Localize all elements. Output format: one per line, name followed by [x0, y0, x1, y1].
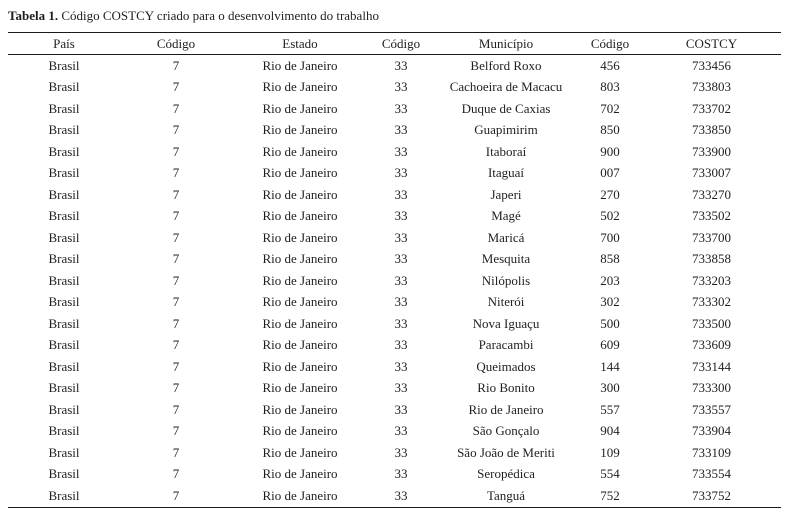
table-cell-estado: Rio de Janeiro — [262, 79, 338, 95]
table-cell-costcy: 733858 — [692, 251, 731, 267]
table-cell-pais: Brasil — [48, 165, 80, 181]
table-cell-codigo-pais: 7 — [172, 294, 180, 310]
table-cell-codigo-pais: 7 — [172, 251, 180, 267]
table-cell-codigo-municipio: 803 — [600, 79, 620, 95]
table-cell-pais: Brasil — [48, 57, 80, 73]
table-row — [8, 77, 781, 99]
table-cell-codigo-pais: 7 — [172, 229, 180, 245]
table-cell-codigo-municipio: 109 — [600, 444, 620, 460]
table-cell-pais: Brasil — [48, 122, 80, 138]
table-cell-costcy: 733144 — [692, 358, 731, 374]
table-row — [8, 292, 781, 314]
table-cell-codigo-municipio: 144 — [600, 358, 620, 374]
table-cell-pais: Brasil — [48, 401, 80, 417]
table-cell-codigo-municipio: 270 — [600, 186, 620, 202]
table-cell-codigo-estado: 33 — [394, 487, 408, 503]
table-cell-pais: Brasil — [48, 143, 80, 159]
table-cell-codigo-municipio: 700 — [600, 229, 620, 245]
table-cell-estado: Rio de Janeiro — [262, 466, 338, 482]
table-caption — [8, 8, 781, 23]
table-cell-costcy: 733109 — [692, 444, 731, 460]
table-cell-codigo-pais: 7 — [172, 358, 180, 374]
table-cell-costcy: 733850 — [692, 122, 731, 138]
table-caption-text: Código COSTCY criado para o desenvolvimento do trabalho — [58, 8, 379, 23]
column-header-codigo-municipio: Código — [578, 33, 642, 55]
table-cell-estado: Rio de Janeiro — [262, 444, 338, 460]
table-cell-costcy: 733302 — [692, 294, 731, 310]
table-cell-codigo-municipio: 904 — [600, 423, 620, 439]
table-cell-estado: Rio de Janeiro — [262, 143, 338, 159]
table-cell-municipio: Magé — [491, 208, 521, 224]
table-cell-municipio: Nova Iguaçu — [472, 315, 540, 331]
table-row — [8, 485, 781, 507]
table-cell-municipio: Belford Roxo — [470, 57, 542, 73]
table-cell-estado: Rio de Janeiro — [262, 401, 338, 417]
table-cell-costcy: 733554 — [692, 466, 731, 482]
table-cell-municipio: Paracambi — [478, 337, 534, 353]
table-row — [8, 206, 781, 228]
table-cell-costcy: 733300 — [692, 380, 731, 396]
table-cell-costcy: 733203 — [692, 272, 731, 288]
table-cell-estado: Rio de Janeiro — [262, 294, 338, 310]
table-cell-pais: Brasil — [48, 272, 80, 288]
table-cell-codigo-pais: 7 — [172, 79, 180, 95]
table-cell-codigo-municipio: 203 — [600, 272, 620, 288]
table-cell-estado: Rio de Janeiro — [262, 186, 338, 202]
table-cell-codigo-estado: 33 — [394, 444, 408, 460]
table-cell-codigo-estado: 33 — [394, 466, 408, 482]
table-cell-pais: Brasil — [48, 208, 80, 224]
table-cell-municipio: Tanguá — [486, 487, 526, 503]
table-row — [8, 464, 781, 486]
table-cell-pais: Brasil — [48, 444, 80, 460]
table-cell-pais: Brasil — [48, 423, 80, 439]
table-cell-estado: Rio de Janeiro — [262, 358, 338, 374]
table-cell-codigo-pais: 7 — [172, 423, 180, 439]
column-header-pais: País — [8, 33, 120, 55]
table-cell-codigo-pais: 7 — [172, 444, 180, 460]
table-cell-estado: Rio de Janeiro — [262, 208, 338, 224]
table-row — [8, 335, 781, 357]
table-cell-pais: Brasil — [48, 79, 80, 95]
table-cell-municipio: Rio Bonito — [477, 380, 535, 396]
table-cell-codigo-estado: 33 — [394, 423, 408, 439]
table-cell-pais: Brasil — [48, 251, 80, 267]
table-row — [8, 249, 781, 271]
table-cell-estado: Rio de Janeiro — [262, 122, 338, 138]
table-cell-codigo-estado: 33 — [394, 251, 408, 267]
table-cell-codigo-estado: 33 — [394, 358, 408, 374]
column-header-costcy: COSTCY — [642, 33, 781, 55]
column-header-codigo-pais: Código — [120, 33, 232, 55]
table-cell-codigo-pais: 7 — [172, 466, 180, 482]
table-cell-pais: Brasil — [48, 466, 80, 482]
table-cell-costcy: 733700 — [692, 229, 731, 245]
table-cell-codigo-pais: 7 — [172, 380, 180, 396]
table-cell-costcy: 733904 — [692, 423, 731, 439]
table-cell-estado: Rio de Janeiro — [262, 100, 338, 116]
table-cell-costcy: 733702 — [692, 100, 731, 116]
table-cell-costcy: 733900 — [692, 143, 731, 159]
table-cell-municipio: Japeri — [490, 186, 522, 202]
table-cell-codigo-estado: 33 — [394, 315, 408, 331]
table-cell-pais: Brasil — [48, 186, 80, 202]
table-cell-codigo-pais: 7 — [172, 401, 180, 417]
table-cell-costcy: 733557 — [692, 401, 731, 417]
table-row — [8, 98, 781, 120]
table-cell-estado: Rio de Janeiro — [262, 165, 338, 181]
table-cell-codigo-pais: 7 — [172, 487, 180, 503]
table-cell-costcy: 733500 — [692, 315, 731, 331]
table-row — [8, 120, 781, 142]
table-row — [8, 378, 781, 400]
table-cell-costcy: 733007 — [692, 165, 731, 181]
table-cell-codigo-municipio: 752 — [600, 487, 620, 503]
table-cell-codigo-estado: 33 — [394, 143, 408, 159]
table-cell-codigo-municipio: 557 — [600, 401, 620, 417]
table-cell-codigo-estado: 33 — [394, 401, 408, 417]
table-cell-pais: Brasil — [48, 229, 80, 245]
column-header-municipio: Município — [434, 33, 578, 55]
table-cell-codigo-estado: 33 — [394, 208, 408, 224]
table-row — [8, 421, 781, 443]
table-row — [8, 270, 781, 292]
table-cell-costcy: 733752 — [692, 487, 731, 503]
table-cell-municipio: Cachoeira de Macacu — [449, 79, 563, 95]
table-cell-codigo-estado: 33 — [394, 380, 408, 396]
table-cell-codigo-pais: 7 — [172, 272, 180, 288]
table-row — [8, 184, 781, 206]
table-cell-codigo-municipio: 900 — [600, 143, 620, 159]
table-header-row — [8, 33, 781, 55]
table-cell-estado: Rio de Janeiro — [262, 57, 338, 73]
table-header — [8, 33, 781, 55]
table-cell-codigo-estado: 33 — [394, 165, 408, 181]
table-cell-estado: Rio de Janeiro — [262, 229, 338, 245]
table-cell-estado: Rio de Janeiro — [262, 423, 338, 439]
table-cell-codigo-municipio: 702 — [600, 100, 620, 116]
table-cell-municipio: Itaguaí — [487, 165, 525, 181]
table-cell-pais: Brasil — [48, 380, 80, 396]
table-cell-codigo-municipio: 456 — [600, 57, 620, 73]
table-cell-codigo-pais: 7 — [172, 315, 180, 331]
table-row — [8, 356, 781, 378]
table-cell-codigo-municipio: 609 — [600, 337, 620, 353]
table-cell-estado: Rio de Janeiro — [262, 380, 338, 396]
table-cell-codigo-pais: 7 — [172, 100, 180, 116]
table-cell-municipio: Seropédica — [477, 466, 535, 482]
table-cell-codigo-estado: 33 — [394, 122, 408, 138]
table-cell-costcy: 733502 — [692, 208, 731, 224]
table-cell-municipio: Duque de Caxias — [461, 100, 551, 116]
table-cell-estado: Rio de Janeiro — [262, 315, 338, 331]
table-cell-codigo-pais: 7 — [172, 122, 180, 138]
table-cell-codigo-municipio: 302 — [600, 294, 620, 310]
table-caption-label: Tabela 1. — [8, 8, 59, 23]
table-cell-municipio: Mesquita — [481, 251, 531, 267]
table-cell-costcy: 733270 — [692, 186, 731, 202]
table-cell-municipio: Queimados — [476, 358, 536, 374]
table-cell-municipio: Itaboraí — [485, 143, 527, 159]
table-cell-pais: Brasil — [48, 294, 80, 310]
table-cell-codigo-pais: 7 — [172, 186, 180, 202]
column-header-codigo-estado: Código — [368, 33, 434, 55]
table-cell-codigo-pais: 7 — [172, 337, 180, 353]
table-cell-estado: Rio de Janeiro — [262, 487, 338, 503]
table-cell-codigo-municipio: 007 — [600, 165, 620, 181]
table-cell-pais: Brasil — [48, 337, 80, 353]
table-cell-codigo-municipio: 500 — [600, 315, 620, 331]
table-cell-municipio: Nilópolis — [481, 272, 531, 288]
table-cell-municipio: Guapimirim — [474, 122, 538, 138]
table-cell-codigo-municipio: 850 — [600, 122, 620, 138]
table-cell-pais: Brasil — [48, 487, 80, 503]
table-cell-estado: Rio de Janeiro — [262, 337, 338, 353]
table-cell-codigo-estado: 33 — [394, 186, 408, 202]
table-row — [8, 227, 781, 249]
table-cell-codigo-estado: 33 — [394, 229, 408, 245]
table-cell-costcy: 733456 — [692, 57, 731, 73]
table-body — [8, 55, 781, 508]
table-cell-codigo-estado: 33 — [394, 272, 408, 288]
table-cell-pais: Brasil — [48, 358, 80, 374]
table-cell-codigo-estado: 33 — [394, 337, 408, 353]
table-cell-codigo-pais: 7 — [172, 208, 180, 224]
table-row — [8, 141, 781, 163]
table-cell-municipio: Maricá — [487, 229, 525, 245]
table-cell-codigo-pais: 7 — [172, 57, 180, 73]
table-cell-codigo-estado: 33 — [394, 79, 408, 95]
table-cell-estado: Rio de Janeiro — [262, 251, 338, 267]
table-cell-pais: Brasil — [48, 100, 80, 116]
table-cell-codigo-municipio: 554 — [600, 466, 620, 482]
table-row — [8, 55, 781, 77]
table-cell-codigo-estado: 33 — [394, 57, 408, 73]
table-cell-codigo-municipio: 858 — [600, 251, 620, 267]
table-row — [8, 442, 781, 464]
table-cell-codigo-pais: 7 — [172, 143, 180, 159]
table-row — [8, 313, 781, 335]
table-cell-municipio: Niterói — [487, 294, 525, 310]
table-row — [8, 163, 781, 185]
table-cell-pais: Brasil — [48, 315, 80, 331]
table-cell-municipio: São João de Meriti — [457, 444, 555, 460]
table-cell-codigo-estado: 33 — [394, 294, 408, 310]
table-cell-codigo-municipio: 502 — [600, 208, 620, 224]
table-row — [8, 399, 781, 421]
table-cell-codigo-estado: 33 — [394, 100, 408, 116]
table-cell-municipio: São Gonçalo — [472, 423, 540, 439]
column-header-estado: Estado — [232, 33, 368, 55]
table-cell-municipio: Rio de Janeiro — [468, 401, 544, 417]
table-cell-codigo-municipio: 300 — [600, 380, 620, 396]
table-cell-codigo-pais: 7 — [172, 165, 180, 181]
table-cell-costcy: 733609 — [692, 337, 731, 353]
costcy-table — [8, 32, 781, 508]
table-cell-estado: Rio de Janeiro — [262, 272, 338, 288]
table-cell-costcy: 733803 — [692, 79, 731, 95]
